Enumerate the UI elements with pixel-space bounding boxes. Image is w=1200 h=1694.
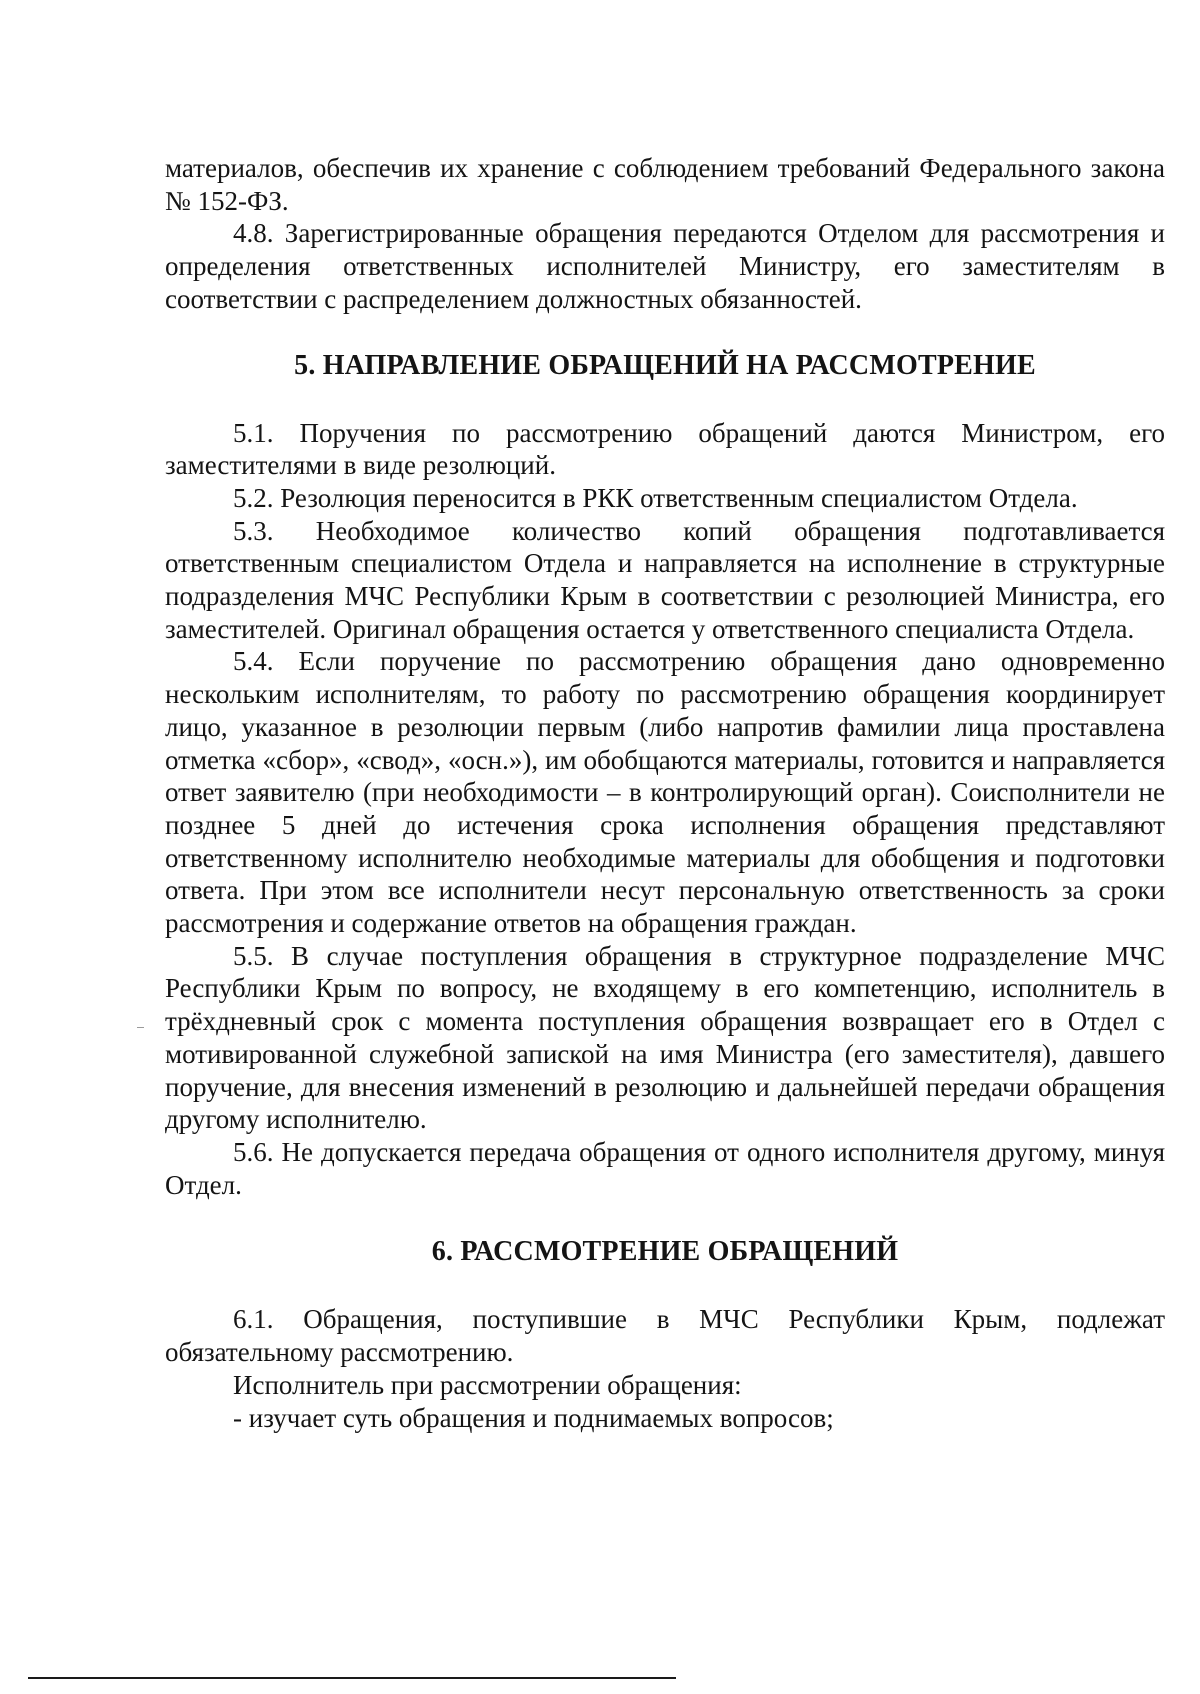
paragraph-4-8: 4.8. Зарегистрированные обращения передаются Отделом для рассмотрения и определения ответственных исполнителей Министру, его заместителям в соответствии с распределением должностных обязанностей. <box>165 218 1165 314</box>
paragraph-6-1: 6.1. Обращения, поступившие в МЧС Республики Крым, подлежат обязательному рассмотрению. <box>165 1304 1165 1368</box>
paragraph-5-2: 5.2. Резолюция переносится в РКК ответственным специалистом Отдела. <box>233 482 1078 513</box>
paragraph-6-1-lead: Исполнитель при рассмотрении обращения: <box>233 1369 742 1400</box>
paragraph-5-3: 5.3. Необходимое количество копий обращения подготавливается ответственным специалистом Отдела и направляется на исполнение в структурные подразделения МЧС Республики Крым в соответствии с резолюцией Министра, его заместителей. Оригинал обращения остается у ответственного специалиста Отдела. <box>165 515 1165 644</box>
margin-mark <box>137 1027 144 1028</box>
paragraph-5-4: 5.4. Если поручение по рассмотрению обращения дано одновременно нескольким исполнителям, то работу по рассмотрению обращения координирует лицо, указанное в резолюции первым (либо напротив фамилии лица проставлена отметка «сбор», «свод», «осн.»), им обобщаются материалы, готовится и направляется ответ заявителю (при необходимости – в контролирующий орган). Соисполнители не позднее 5 дней до истечения срока исполнения обращения представляют ответственному исполнителю необходимые материалы для обобщения и подготовки ответа. При этом все исполнители несут персональную ответственность за сроки рассмотрения и содержание ответов на обращения граждан. <box>165 646 1165 939</box>
paragraph-continuation: материалов, обеспечив их хранение с соблюдением требований Федерального закона № 152-ФЗ. <box>165 153 1165 216</box>
footnote-separator-line <box>28 1677 676 1679</box>
section-5-heading: 5. НАПРАВЛЕНИЕ ОБРАЩЕНИЙ НА РАССМОТРЕНИЕ <box>294 349 1036 381</box>
paragraph-5-5: 5.5. В случае поступления обращения в структурное подразделение МЧС Республики Крым по вопросу, не входящему в его компетенцию, исполнитель в трёхдневный срок с момента поступления обращения возвращает его в Отдел с мотивированной служебной запиской на имя Министра (его заместителя), давшего поручение, для внесения изменений в резолюцию и дальнейшей передачи обращения другому исполнителю. <box>165 940 1165 1135</box>
list-item-6-1-1: - изучает суть обращения и поднимаемых вопросов; <box>233 1402 834 1433</box>
document-body <box>165 152 1165 1434</box>
paragraph-5-1: 5.1. Поручения по рассмотрению обращений даются Министром, его заместителями в виде резолюций. <box>165 417 1165 481</box>
paragraph-5-6: 5.6. Не допускается передача обращения от одного исполнителя другому, минуя Отдел. <box>165 1136 1165 1200</box>
section-6-heading: 6. РАССМОТРЕНИЕ ОБРАЩЕНИЙ <box>431 1236 899 1268</box>
